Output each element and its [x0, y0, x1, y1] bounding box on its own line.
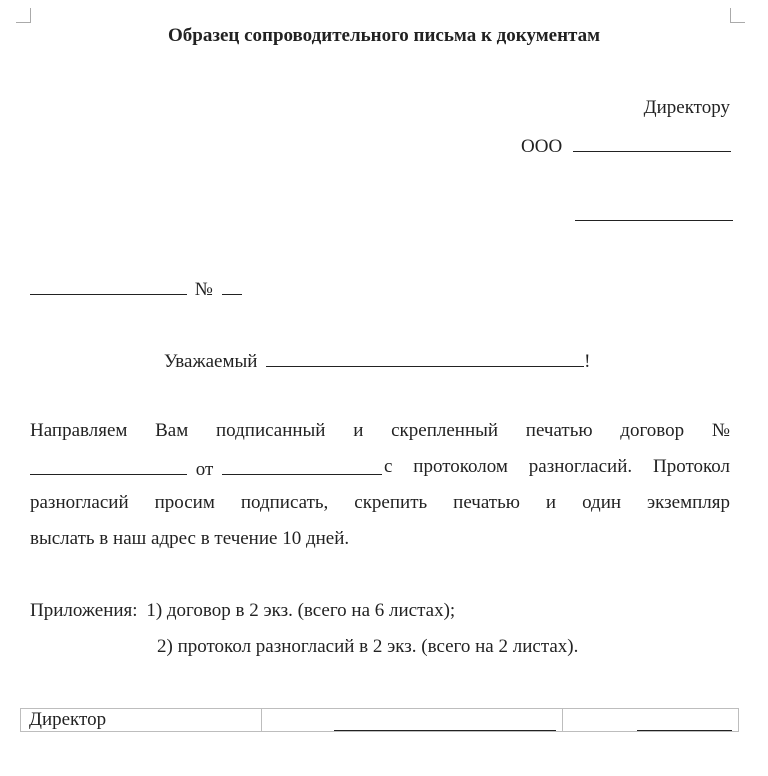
salutation-prefix: Уважаемый: [164, 351, 258, 372]
addressee-org: [521, 133, 731, 158]
salutation-suffix: !: [584, 351, 591, 372]
crop-mark-top-right: [730, 8, 745, 23]
org-name-blank[interactable]: [573, 133, 731, 152]
attachment-item-1: 1) договор в 2 экз. (всего на 6 листах);: [146, 600, 456, 621]
date-blank[interactable]: [30, 276, 187, 295]
body-line-1-number-sign: №: [711, 420, 730, 441]
crop-mark-top-left: [16, 8, 31, 23]
body-line-2-from: от: [195, 459, 214, 480]
addressee-position: Директору: [643, 97, 730, 118]
signature-blank[interactable]: [334, 712, 556, 731]
body-line-2-rest: с протоколом разногласий. Протокол: [384, 456, 730, 477]
signature-name-blank[interactable]: [637, 712, 732, 731]
number-sign: №: [194, 279, 213, 300]
attachments-line-1: [30, 600, 455, 622]
attachments-label: Приложения:: [30, 600, 138, 621]
document-title: Образец сопроводительного письма к документам: [167, 25, 601, 46]
signature-position: Директор: [29, 709, 107, 730]
signature-position-cell: [21, 709, 262, 732]
contract-date-blank[interactable]: [222, 456, 382, 475]
body-line-4: выслать в наш адрес в течение 10 дней.: [30, 528, 350, 549]
body-line-1-text: Направляем Вам подписанный и скрепленный печатью договор: [30, 420, 685, 441]
salutation: [164, 348, 591, 373]
signature-name-cell: [563, 709, 739, 732]
attachment-item-2: 2) протокол разногласий в 2 экз. (всего на 2 листах).: [157, 636, 579, 657]
body-line-1: [30, 420, 730, 442]
addressee-name-line: [575, 202, 733, 227]
addressee-org-prefix: ООО: [521, 136, 563, 157]
number-blank[interactable]: [222, 276, 242, 295]
signature-sign-cell: [262, 709, 563, 732]
body-line-3: разногласий просим подписать, скрепить печатью и один экземпляр: [30, 492, 730, 513]
body-line-2: [30, 456, 730, 481]
addressee-name-blank[interactable]: [575, 202, 733, 221]
signature-table: [20, 708, 739, 732]
outgoing-number-line: [30, 276, 242, 301]
signature-row: [21, 709, 739, 732]
recipient-name-blank[interactable]: [266, 348, 584, 367]
contract-number-blank[interactable]: [30, 456, 187, 475]
